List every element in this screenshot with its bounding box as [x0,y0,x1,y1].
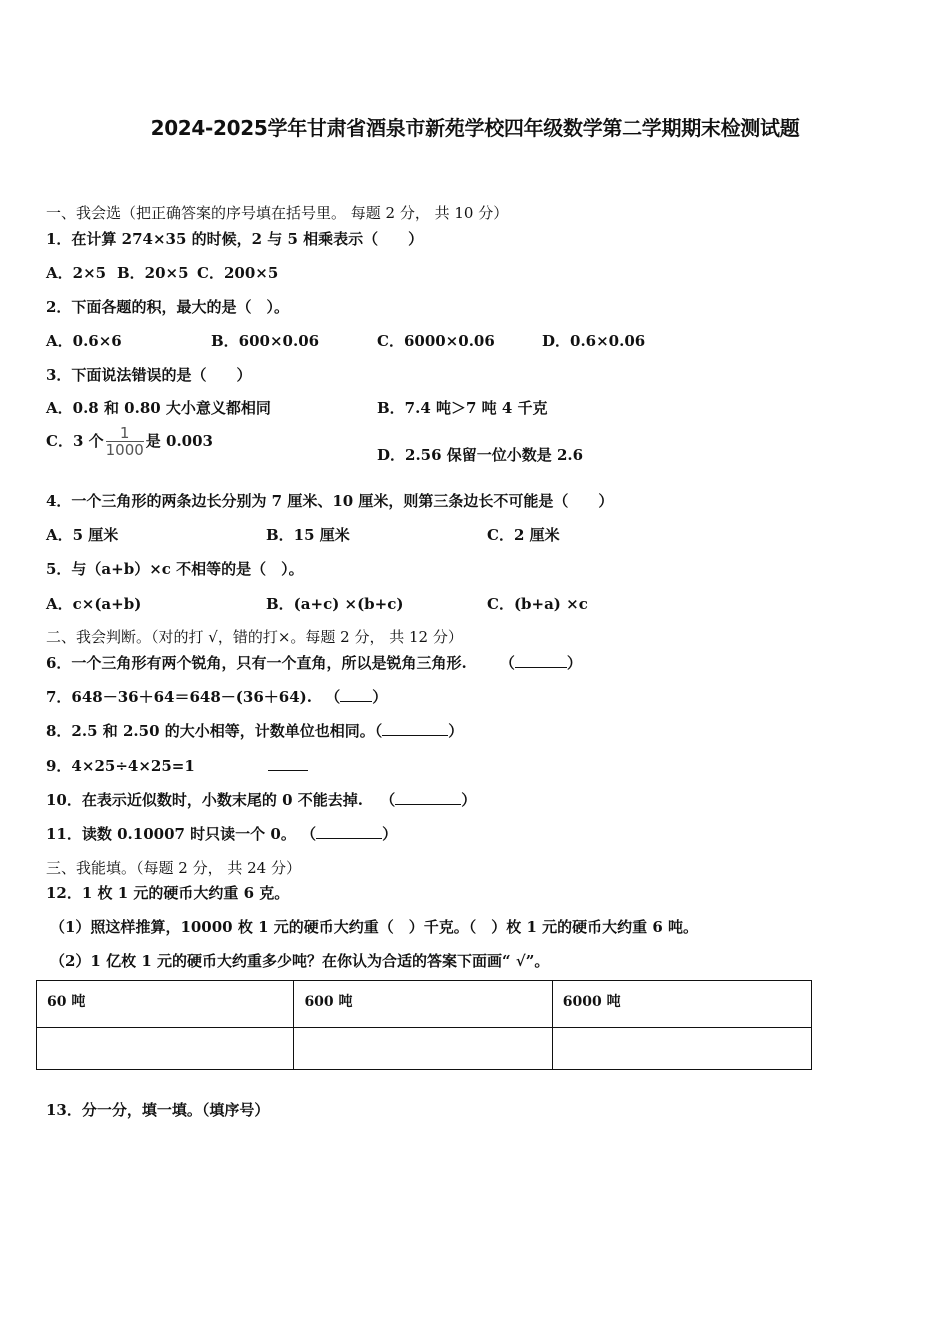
answer-table [36,980,812,1070]
table-answer-cell[interactable] [294,1028,552,1070]
answer-open-paren: （ [301,825,317,843]
section-3-heading: 三、我能填。（每题 2 分， 共 24 分） [46,859,301,877]
section-1-heading: 一、我会选（把正确答案的序号填在括号里。 每题 2 分， 共 10 分） [46,204,509,222]
answer-close-paren: ） [372,688,388,706]
q3-option-c-prefix: C．3 个 [46,432,104,450]
q2-option-d: D．0.6×0.06 [542,332,646,350]
q4-option-c: C．2 厘米 [487,526,560,544]
q4-option-b: B．15 厘米 [266,526,350,544]
question-12-part-2: （2）1 亿枚 1 元的硬币大约重多少吨？在你认为合适的答案下面画“ √”。 [50,952,550,970]
table-header-60: 60 吨 [37,981,294,1028]
q3-option-a: A．0.8 和 0.80 大小意义都相同 [46,399,271,417]
q2-option-a: A．0.6×6 [46,332,122,350]
q5-option-a: A．c×(a+b) [46,595,142,613]
page-title: 2024-2025学年甘肃省酒泉市新苑学校四年级数学第二学期期末检测试题 [150,116,800,140]
answer-close-paren: ） [382,825,398,843]
question-9 [46,755,308,776]
answer-blank[interactable] [382,721,448,736]
table-answer-cell[interactable] [37,1028,294,1070]
table-header-6000: 6000 吨 [552,981,811,1028]
q1-option-c: C．200×5 [197,264,279,282]
question-5-stem: 5．与（a+b）×c 不相等的是（ ）。 [46,560,304,578]
answer-blank[interactable] [515,653,567,668]
section-2-heading: 二、我会判断。（对的打 √，错的打×。每题 2 分， 共 12 分） [46,628,463,646]
question-10-text: 10．在表示近似数时，小数末尾的 0 不能去掉. [46,791,363,809]
fraction [106,425,144,459]
question-8 [46,720,463,741]
question-13-stem: 13．分一分，填一填。（填序号） [46,1101,270,1119]
answer-open-paren: （ [499,654,515,672]
q3-option-c [46,425,213,459]
fraction-denominator: 1000 [105,441,144,459]
answer-open-paren: （ [380,791,396,809]
answer-blank[interactable] [316,824,382,839]
question-2-stem: 2．下面各题的积，最大的是（ ）。 [46,298,289,316]
table-answer-cell[interactable] [552,1028,811,1070]
question-6-text: 6．一个三角形有两个锐角，只有一个直角，所以是锐角三角形. [46,654,467,672]
q3-option-c-suffix: 是 0.003 [145,432,213,450]
question-1-stem: 1．在计算 274×35 的时候，2 与 5 相乘表示（ ） [46,230,424,248]
question-7 [46,686,387,707]
q2-option-b: B．600×0.06 [211,332,320,350]
table-header-600: 600 吨 [294,981,552,1028]
q3-option-d: D．2.56 保留一位小数是 2.6 [377,446,584,464]
answer-close-paren: ） [448,722,464,740]
question-8-text: 8．2.5 和 2.50 的大小相等，计数单位也相同。 [46,722,375,740]
question-4-stem: 4．一个三角形的两条边长分别为 7 厘米、10 厘米，则第三条边长不可能是（ ） [46,492,614,510]
q4-option-a: A．5 厘米 [46,526,119,544]
question-11 [46,823,397,844]
question-3-stem: 3．下面说法错误的是（ ） [46,366,252,384]
q1-option-a: A．2×5 [46,264,107,282]
answer-open-paren: （ [374,722,383,740]
answer-blank[interactable] [340,687,372,702]
q2-option-c: C．6000×0.06 [377,332,495,350]
answer-close-paren: ） [566,654,582,672]
answer-close-paren: ） [461,791,477,809]
question-9-text: 9．4×25÷4×25=1 [46,757,195,775]
question-12-part-1: （1）照这样推算，10000 枚 1 元的硬币大约重（ ）千克。（ ）枚 1 元的硬币大约重 6 吨。 [50,918,698,936]
q3-option-b: B．7.4 吨＞7 吨 4 千克 [377,399,548,417]
question-6 [46,652,582,673]
q5-option-c: C．(b+a) ×c [487,595,588,613]
q1-option-b: B．20×5 [117,264,189,282]
question-11-text: 11．读数 0.10007 时只读一个 0。 [46,825,296,843]
answer-open-paren: （ [325,688,341,706]
question-12-stem: 12．1 枚 1 元的硬币大约重 6 克。 [46,884,290,902]
answer-blank[interactable] [268,756,308,771]
question-7-text: 7．648－36＋64＝648－(36＋64). [46,688,312,706]
q5-option-b: B．(a+c) ×(b+c) [266,595,404,613]
question-10 [46,789,476,810]
fraction-numerator: 1 [106,425,144,442]
answer-blank[interactable] [395,790,461,805]
